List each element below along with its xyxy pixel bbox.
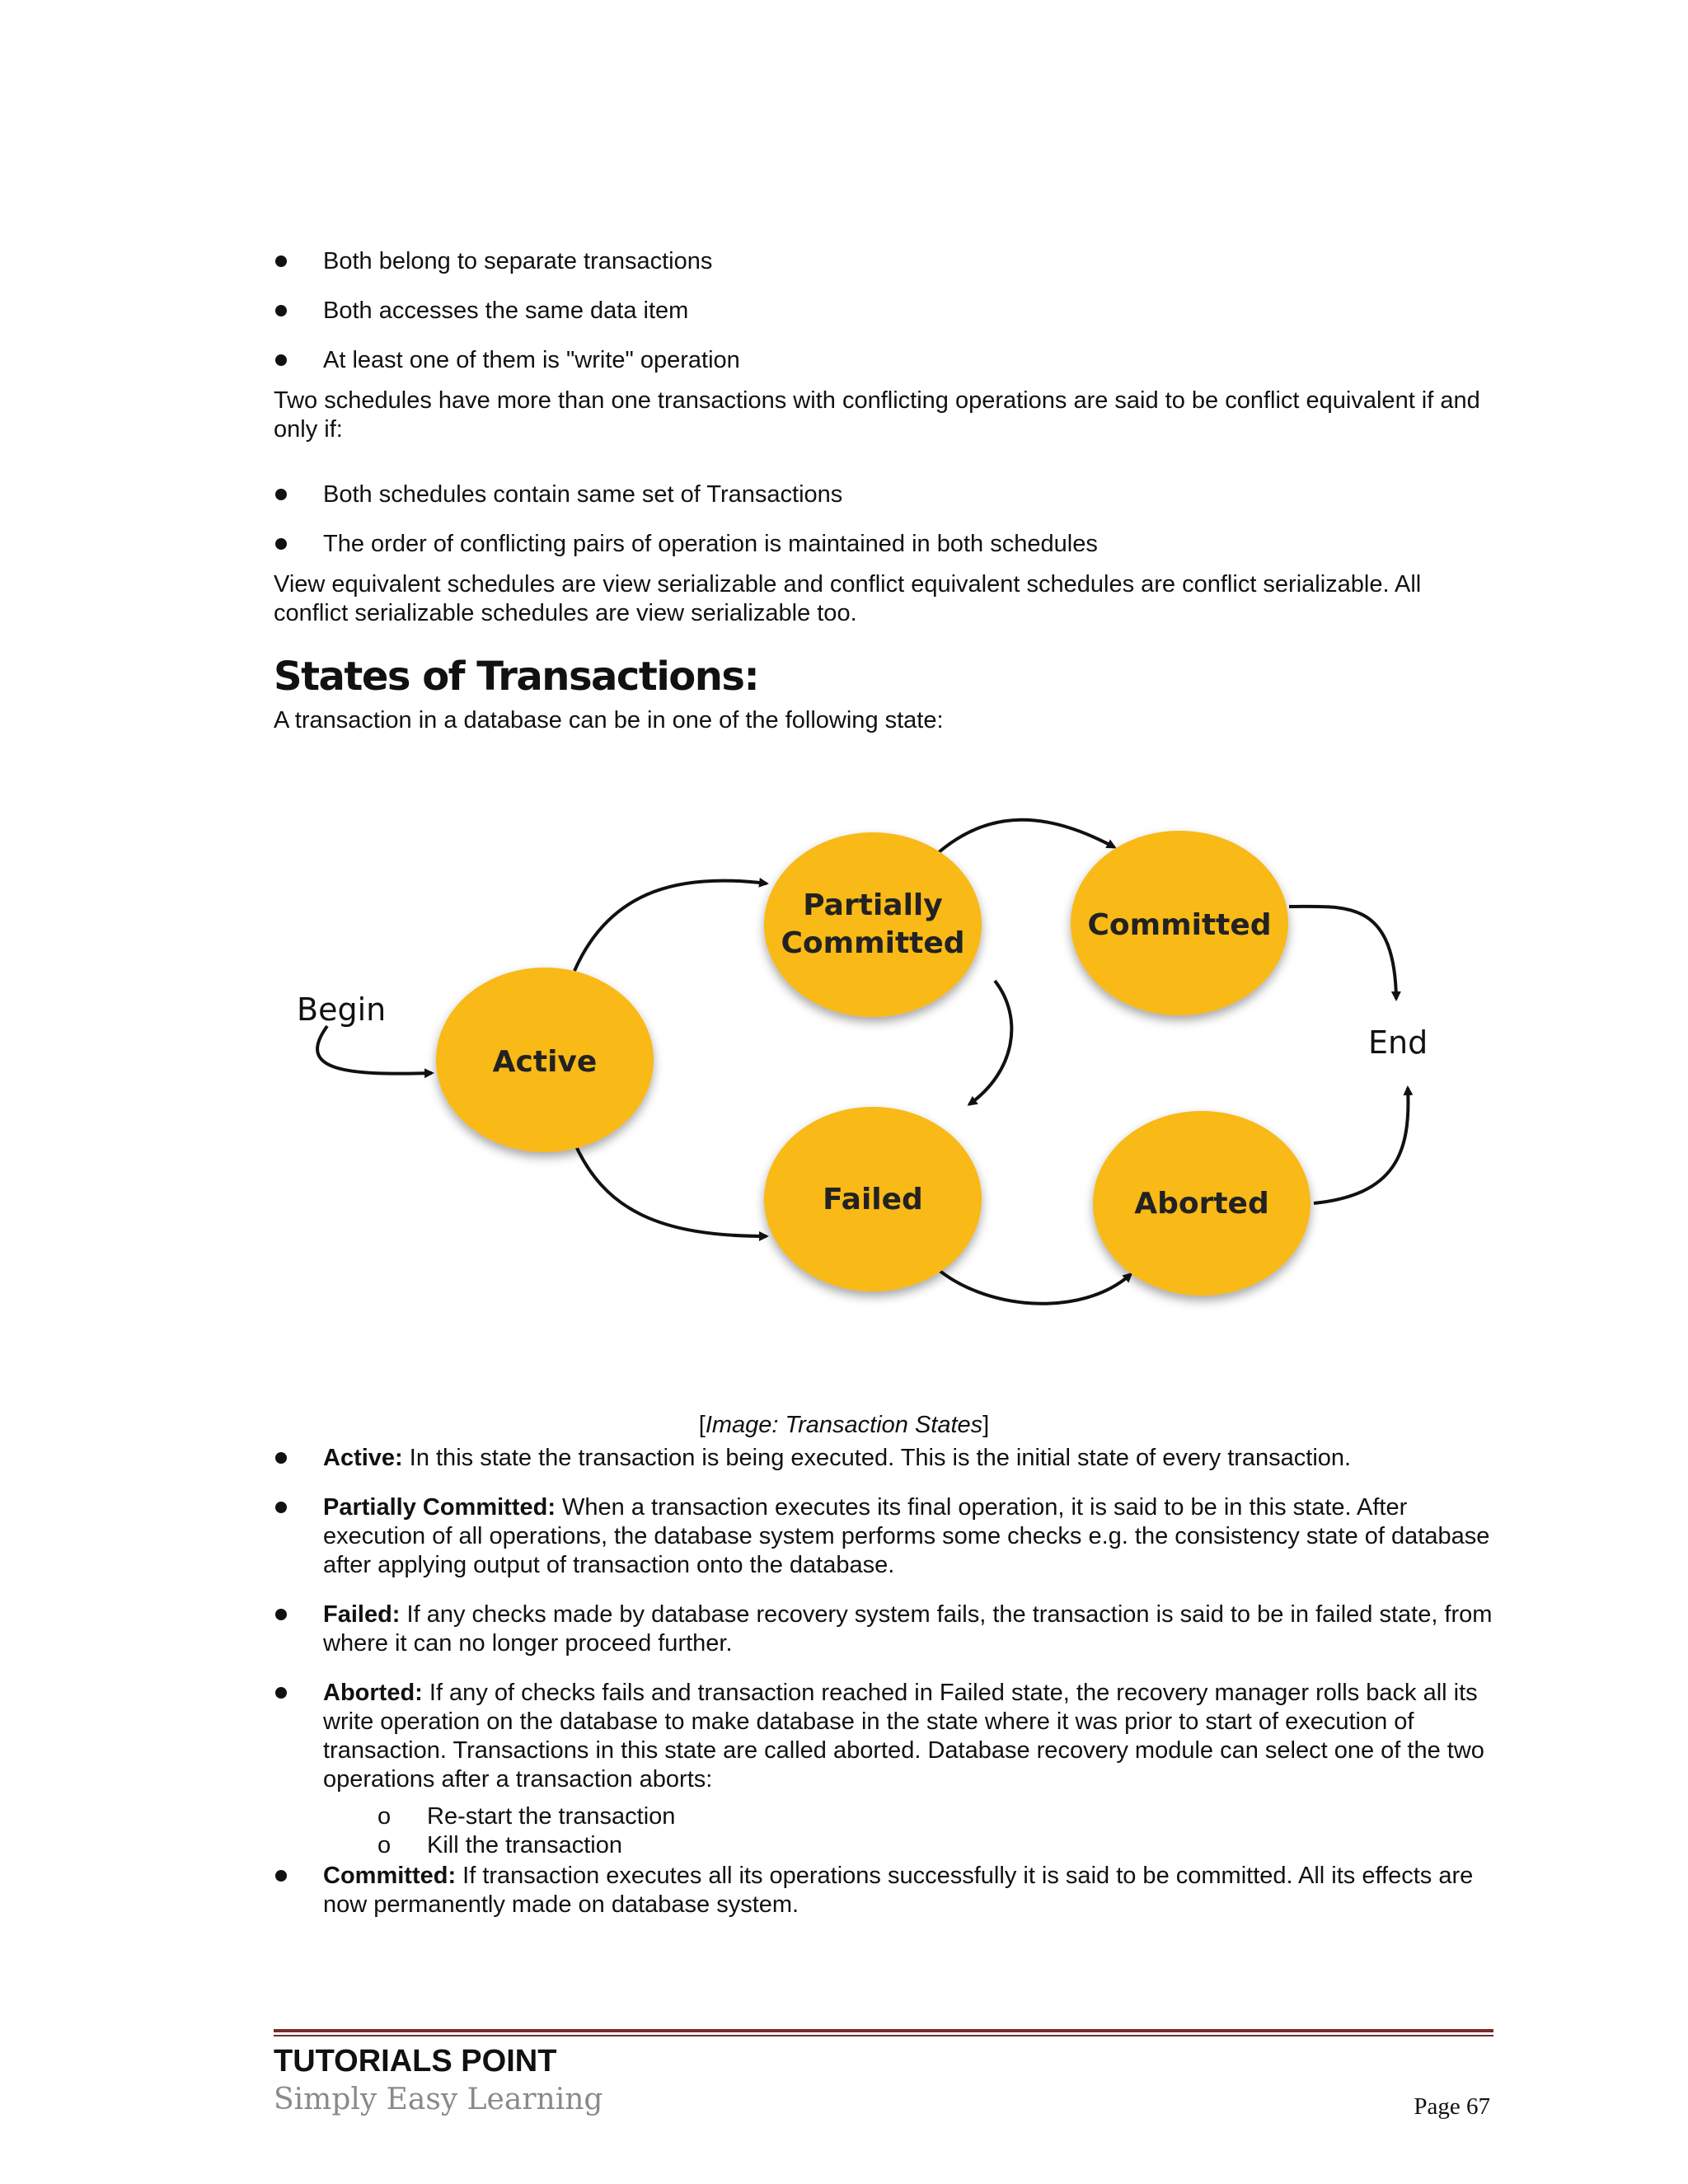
end-label: End [1368,1024,1428,1061]
bullet-icon [275,255,287,267]
arrow-partially-committed-failed [969,981,1011,1104]
list-item: Active: In this state the transaction is being executed. This is the initial state of every transaction. [274,1444,1493,1473]
bullet-icon [275,489,287,500]
bullet-icon [275,1687,287,1699]
bullet-icon [275,538,287,550]
list-item: o Kill the transaction [377,1832,622,1858]
conflict-conditions-list [274,247,1493,375]
state-definitions-list [274,1444,1493,1940]
bullet-icon [275,1870,287,1882]
serializability-paragraph: View equivalent schedules are view serializable and conflict equivalent schedules are conflict serializable. All conflict serializable schedules are view serializable too. [274,571,1422,626]
arrow-failed-aborted [933,1265,1131,1304]
failed-label: Failed [823,1183,923,1216]
section-heading: States of Transactions: [274,654,759,700]
arrow-committed-end [1289,907,1396,999]
definition-term: Active: [323,1445,403,1471]
section-intro: A transaction in a database can be in one of the following state: [274,707,944,733]
abort-options-list [274,1802,1493,1860]
aborted-label: Aborted [1134,1187,1269,1221]
definition-term: Partially Committed: [323,1494,556,1521]
page-number: Page 67 [1414,2093,1490,2120]
footer-tagline: Simply Easy Learning [274,2083,603,2116]
list-item: Aborted: If any of checks fails and transaction reached in Failed state, the recovery manager rolls back all its write operation on the database to make database in the state where it was prior to start of execution of transaction. Transactions in this state are called aborted. Database recovery module can select one of the two operations after a transaction aborts: o Re-start the transaction o Kill the transaction [274,1679,1493,1860]
circle-bullet-icon: o [377,1832,392,1858]
footer-rule-thin [274,2035,1493,2036]
bullet-icon [275,305,287,316]
partially-committed-label-line1: Partially [803,888,943,922]
list-item: Both belong to separate transactions [274,247,1493,276]
arrow-aborted-end [1314,1088,1408,1203]
arrow-begin-active [317,1026,432,1074]
definition-term: Aborted: [323,1680,423,1706]
transaction-states-diagram [274,791,1469,1360]
definition-term: Committed: [323,1863,457,1889]
list-item: Both accesses the same data item [274,297,1493,326]
list-item: The order of conflicting pairs of operation is maintained in both schedules [274,530,1493,559]
footer-rule [274,2029,1493,2032]
conflict-equivalence-paragraph: Two schedules have more than one transactions with conflicting operations are said to be conflict equivalent if and only if: [274,387,1480,443]
circle-bullet-icon: o [377,1803,392,1830]
bullet-icon [275,1609,287,1620]
begin-label: Begin [297,991,387,1028]
list-item: At least one of them is "write" operation [274,346,1493,375]
equivalence-conditions-list [274,480,1493,559]
list-item: o Re-start the transaction [377,1803,676,1830]
arrow-active-partially-committed [574,880,767,971]
arrow-active-failed [573,1139,767,1236]
active-label: Active [492,1045,598,1079]
list-item: Failed: If any checks made by database recovery system fails, the transaction is said to be in failed state, from where it can no longer proceed further. [274,1601,1493,1658]
body-text [274,247,1493,735]
list-item: Partially Committed: When a transaction executes its final operation, it is said to be in this state. After execution of all operations, the database system performs some checks e.g. the consistency state of database after applying output of transaction onto the database. [274,1493,1493,1580]
state-partially-committed [764,832,982,1017]
figure-caption: [Image: Transaction States] [698,1412,990,1438]
footer-brand: TUTORIALS POINT [274,2044,557,2079]
bullet-icon [275,1452,287,1464]
partially-committed-label-line2: Committed [781,926,965,960]
committed-label: Committed [1087,908,1272,942]
list-item: Both schedules contain same set of Transactions [274,480,1493,509]
definition-term: Failed: [323,1601,401,1628]
list-item: Committed: If transaction executes all its operations successfully it is said to be committed. All its effects are now permanently made on database system. [274,1862,1493,1919]
bullet-icon [275,1502,287,1513]
arrow-partially-committed-committed [938,820,1114,853]
bullet-icon [275,354,287,366]
